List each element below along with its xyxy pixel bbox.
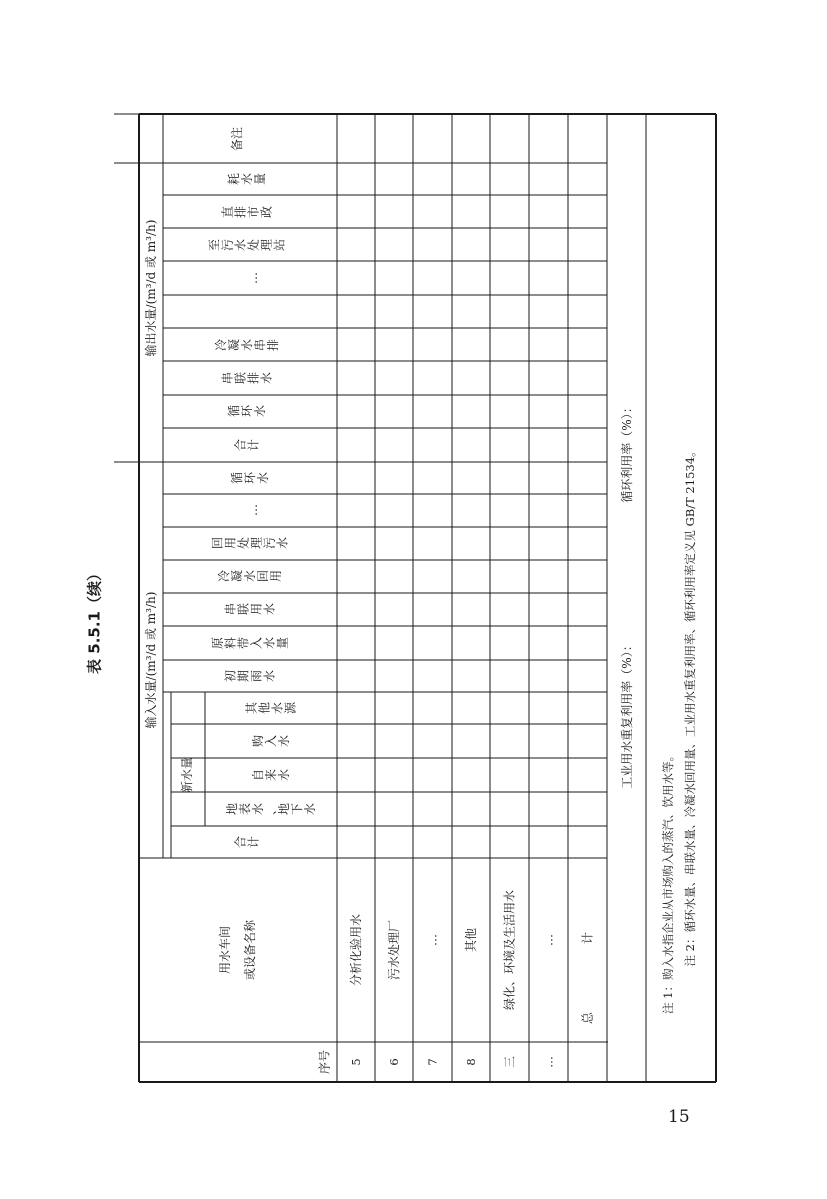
header-groundwater <box>224 803 317 815</box>
svg-text:表: 表 <box>238 802 252 816</box>
header-recycle <box>230 471 270 484</box>
recycle-rate-label: 循环利用率（%）： <box>620 401 634 503</box>
svg-text:处: 处 <box>236 536 251 550</box>
header-to-sewage <box>208 239 287 251</box>
header-material-water <box>211 637 290 649</box>
svg-text:、: 、 <box>264 802 278 816</box>
row-1-seq: 6 <box>387 1058 401 1066</box>
header-name-line1: 用水车间 <box>218 925 232 975</box>
svg-text:市: 市 <box>246 205 261 219</box>
row-4-seq: 三 <box>502 1056 517 1068</box>
header-output-group: 输出水量/(m³/d 或 m³/h) <box>144 219 158 357</box>
svg-text:水: 水 <box>262 669 277 683</box>
row-6-name-b: 计 <box>580 931 595 945</box>
row-3-seq: 8 <box>464 1058 478 1066</box>
svg-text:至: 至 <box>207 238 222 252</box>
row-0-seq: 5 <box>349 1058 363 1066</box>
svg-text:来: 来 <box>264 768 278 782</box>
header-input-ellipsis: … <box>246 504 260 516</box>
svg-text:循: 循 <box>230 471 244 485</box>
svg-text:源: 源 <box>283 701 298 715</box>
svg-text:带: 带 <box>236 636 251 650</box>
svg-text:凝: 凝 <box>227 338 241 352</box>
svg-text:用: 用 <box>223 536 238 550</box>
svg-text:水: 水 <box>233 238 248 252</box>
svg-text:料: 料 <box>223 636 238 650</box>
svg-text:水: 水 <box>243 569 257 583</box>
svg-text:雨: 雨 <box>249 669 264 683</box>
svg-text:回: 回 <box>256 569 270 583</box>
svg-text:水: 水 <box>303 802 317 816</box>
svg-text:水: 水 <box>251 802 265 816</box>
svg-text:处: 处 <box>246 238 261 252</box>
row-2-seq: 7 <box>425 1058 440 1066</box>
svg-text:污: 污 <box>220 238 235 252</box>
svg-text:理: 理 <box>249 536 264 550</box>
row-4-name: 绿化、环境及生活用水 <box>502 889 517 1011</box>
header-out-total <box>233 439 261 451</box>
svg-text:合: 合 <box>233 438 248 452</box>
header-seq: 序号 <box>317 1049 332 1075</box>
svg-text:计: 计 <box>246 438 261 452</box>
table-caption: 表 5.5.1（续） <box>85 566 104 674</box>
svg-text:水: 水 <box>275 536 290 550</box>
header-condensate-reuse <box>216 570 283 582</box>
svg-text:水: 水 <box>262 636 277 650</box>
header-name-line2: 或设备名称 <box>243 919 257 981</box>
reuse-rate-label: 工业用水重复利用率（%）： <box>620 639 634 789</box>
note-2: 注 2：循环水量、串联水量、冷凝水回用量、工业用水重复利用率、循环利用率定义见 GB/T 21534。 <box>683 445 697 967</box>
header-early-rain <box>224 670 277 682</box>
svg-text:直: 直 <box>220 205 235 219</box>
svg-text:计: 计 <box>246 835 261 849</box>
svg-text:用: 用 <box>269 569 283 583</box>
header-out-recycle <box>227 404 267 417</box>
svg-text:串: 串 <box>220 371 235 385</box>
svg-text:购: 购 <box>251 734 265 748</box>
svg-text:冷: 冷 <box>214 338 228 352</box>
svg-text:水: 水 <box>240 338 254 352</box>
row-3-name: 其他 <box>464 927 478 953</box>
row-5-seq: … <box>541 1056 556 1068</box>
svg-text:政: 政 <box>259 205 274 219</box>
header-purchased <box>250 735 291 747</box>
header-direct-municipal <box>220 206 274 218</box>
header-new-water: 新水量 <box>180 756 194 794</box>
row-2-name: … <box>425 934 440 946</box>
svg-text:串: 串 <box>253 338 267 352</box>
svg-text:他: 他 <box>257 701 272 715</box>
header-tap-water <box>251 769 291 781</box>
svg-text:凝: 凝 <box>230 569 244 583</box>
svg-text:期: 期 <box>236 669 251 683</box>
svg-text:串: 串 <box>223 602 238 616</box>
header-series-use <box>223 603 277 615</box>
svg-text:回: 回 <box>210 536 225 550</box>
svg-text:站: 站 <box>272 238 287 252</box>
svg-text:下: 下 <box>290 802 304 816</box>
svg-text:用: 用 <box>249 602 264 616</box>
row-1-name: 污水处理厂 <box>387 919 401 981</box>
svg-text:水: 水 <box>240 172 254 186</box>
svg-text:耗: 耗 <box>227 172 241 186</box>
svg-text:水: 水 <box>259 371 274 385</box>
svg-text:环: 环 <box>240 404 254 418</box>
row-6-name-a: 总 <box>580 1011 595 1025</box>
svg-text:排: 排 <box>246 371 261 385</box>
header-input-group: 输入水量/(m³/d 或 m³/h) <box>144 591 158 729</box>
header-treated-reuse <box>211 537 290 549</box>
svg-text:冷: 冷 <box>217 569 231 583</box>
page-number: 15 <box>668 1107 690 1127</box>
svg-text:其: 其 <box>244 701 259 715</box>
svg-text:循: 循 <box>227 404 241 418</box>
header-condensate-series <box>213 339 280 351</box>
svg-text:入: 入 <box>249 636 264 650</box>
svg-text:原: 原 <box>210 636 225 650</box>
svg-text:自: 自 <box>251 768 265 782</box>
svg-text:环: 环 <box>243 471 257 485</box>
svg-text:水: 水 <box>277 734 291 748</box>
header-series-drain <box>220 372 274 384</box>
svg-text:水: 水 <box>277 768 291 782</box>
svg-text:水: 水 <box>256 471 270 485</box>
svg-text:水: 水 <box>270 701 285 715</box>
svg-text:联: 联 <box>236 602 251 616</box>
svg-text:量: 量 <box>253 172 267 186</box>
header-remarks: 备注 <box>230 126 244 152</box>
svg-text:地: 地 <box>277 802 291 816</box>
svg-text:理: 理 <box>259 238 274 252</box>
header-total <box>233 836 261 848</box>
svg-text:初: 初 <box>223 669 238 683</box>
svg-text:排: 排 <box>266 338 280 352</box>
row-0-name: 分析化验用水 <box>349 913 363 987</box>
row-5-name: … <box>541 934 556 946</box>
svg-text:合: 合 <box>233 835 248 849</box>
svg-text:入: 入 <box>264 734 278 748</box>
svg-text:地: 地 <box>225 802 239 816</box>
svg-text:污: 污 <box>262 536 277 550</box>
svg-text:联: 联 <box>233 371 248 385</box>
svg-text:水: 水 <box>253 404 267 418</box>
header-consumption <box>226 173 267 185</box>
svg-text:量: 量 <box>275 636 290 650</box>
header-output-ellipsis: … <box>246 272 260 284</box>
header-other-sources <box>244 701 298 714</box>
svg-text:水: 水 <box>262 602 277 616</box>
svg-text:排: 排 <box>233 205 248 219</box>
note-1: 注 1：购入水指企业从市场购入的蒸汽、饮用水等。 <box>661 750 675 1014</box>
